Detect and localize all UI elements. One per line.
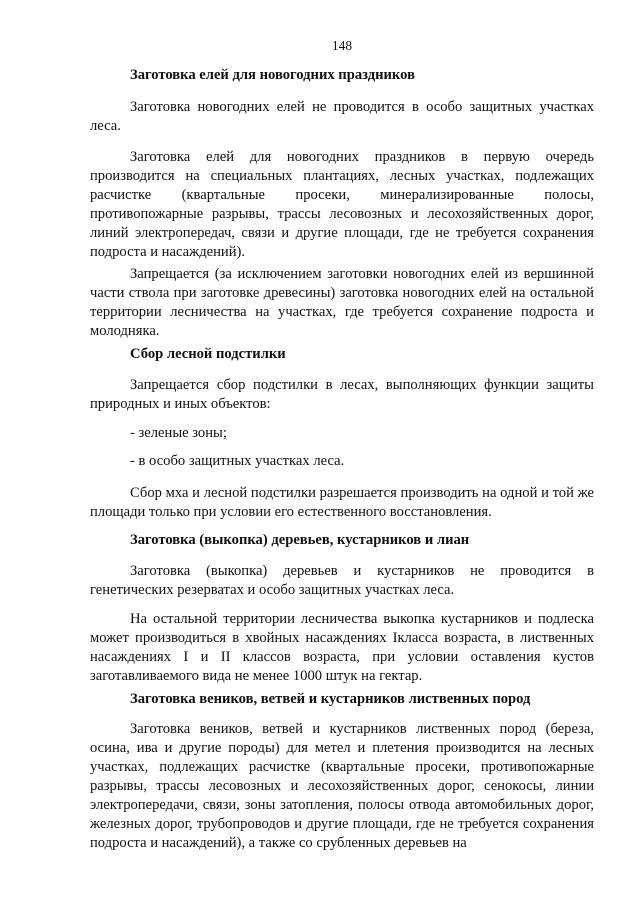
- list-item: - зеленые зоны;: [130, 425, 227, 441]
- page-number: 148: [331, 38, 353, 53]
- paragraph: Запрещается сбор подстилки в лесах, выполняющих функции защиты природных и иных объектов:: [90, 377, 594, 412]
- section-heading: [90, 66, 594, 85]
- paragraph: Заготовка (выкопка) деревьев и кустарников не проводится в генетических резерватах и особо защитных участках леса.: [90, 563, 594, 598]
- heading-tree-digging: Заготовка (выкопка) деревьев, кустарников и лиан: [130, 532, 470, 548]
- paragraph: Заготовка елей для новогодних праздников в первую очередь производится на специальных плантациях, лесных участках, подлежащих расчистке (квартальные просеки, минерализированные полосы, противопожарные разрывы, трассы лесовозных и лесохозяйственных дорог, линий электропередач, связи и другие площади, где не требуется сохранения подроста и насаждений).: [90, 149, 594, 260]
- paragraph: Заготовка веников, ветвей и кустарников лиственных пород (береза, осина, ива и другие породы) для метел и плетения производится на лесных участках, подлежащих расчистке (квартальные просеки, противопожарные разрывы, трассы лесовозных и лесохозяйственных дорог, сенокосы, линии электропередачи, связи, зоны затопления, полосы отвода автомобильных дорог, железных дорог, трубопроводов и другие площади, где не требуется сохранения подроста и насаждений), а также со срубленных деревьев на: [90, 721, 594, 851]
- heading-forest-litter: Сбор лесной подстилки: [130, 346, 286, 362]
- paragraph: Заготовка новогодних елей не проводится в особо защитных участках леса.: [90, 99, 594, 134]
- heading-christmas-trees: Заготовка елей для новогодних праздников: [130, 67, 415, 83]
- paragraph: Сбор мха и лесной подстилки разрешается производить на одной и той же площади только при условии его естественного восстановления.: [90, 485, 594, 520]
- paragraph: На остальной территории лесничества выкопка кустарников и подлеска может производиться в хвойных насаждениях Iкласса возраста, в лиственных насаждениях I и II классов возраста, при условии оставления кустов заготавливаемого вида не менее 1000 штук на гектар.: [90, 611, 594, 684]
- heading-brooms-branches: Заготовка веников, ветвей и кустарников лиственных пород: [130, 691, 531, 707]
- list-item: - в особо защитных участках леса.: [130, 453, 345, 469]
- paragraph: Запрещается (за исключением заготовки новогодних елей из вершинной части ствола при заготовке древесины) заготовка новогодних елей на остальной территории лесничества на участках, где требуется сохранение подроста и молодняка.: [90, 266, 594, 339]
